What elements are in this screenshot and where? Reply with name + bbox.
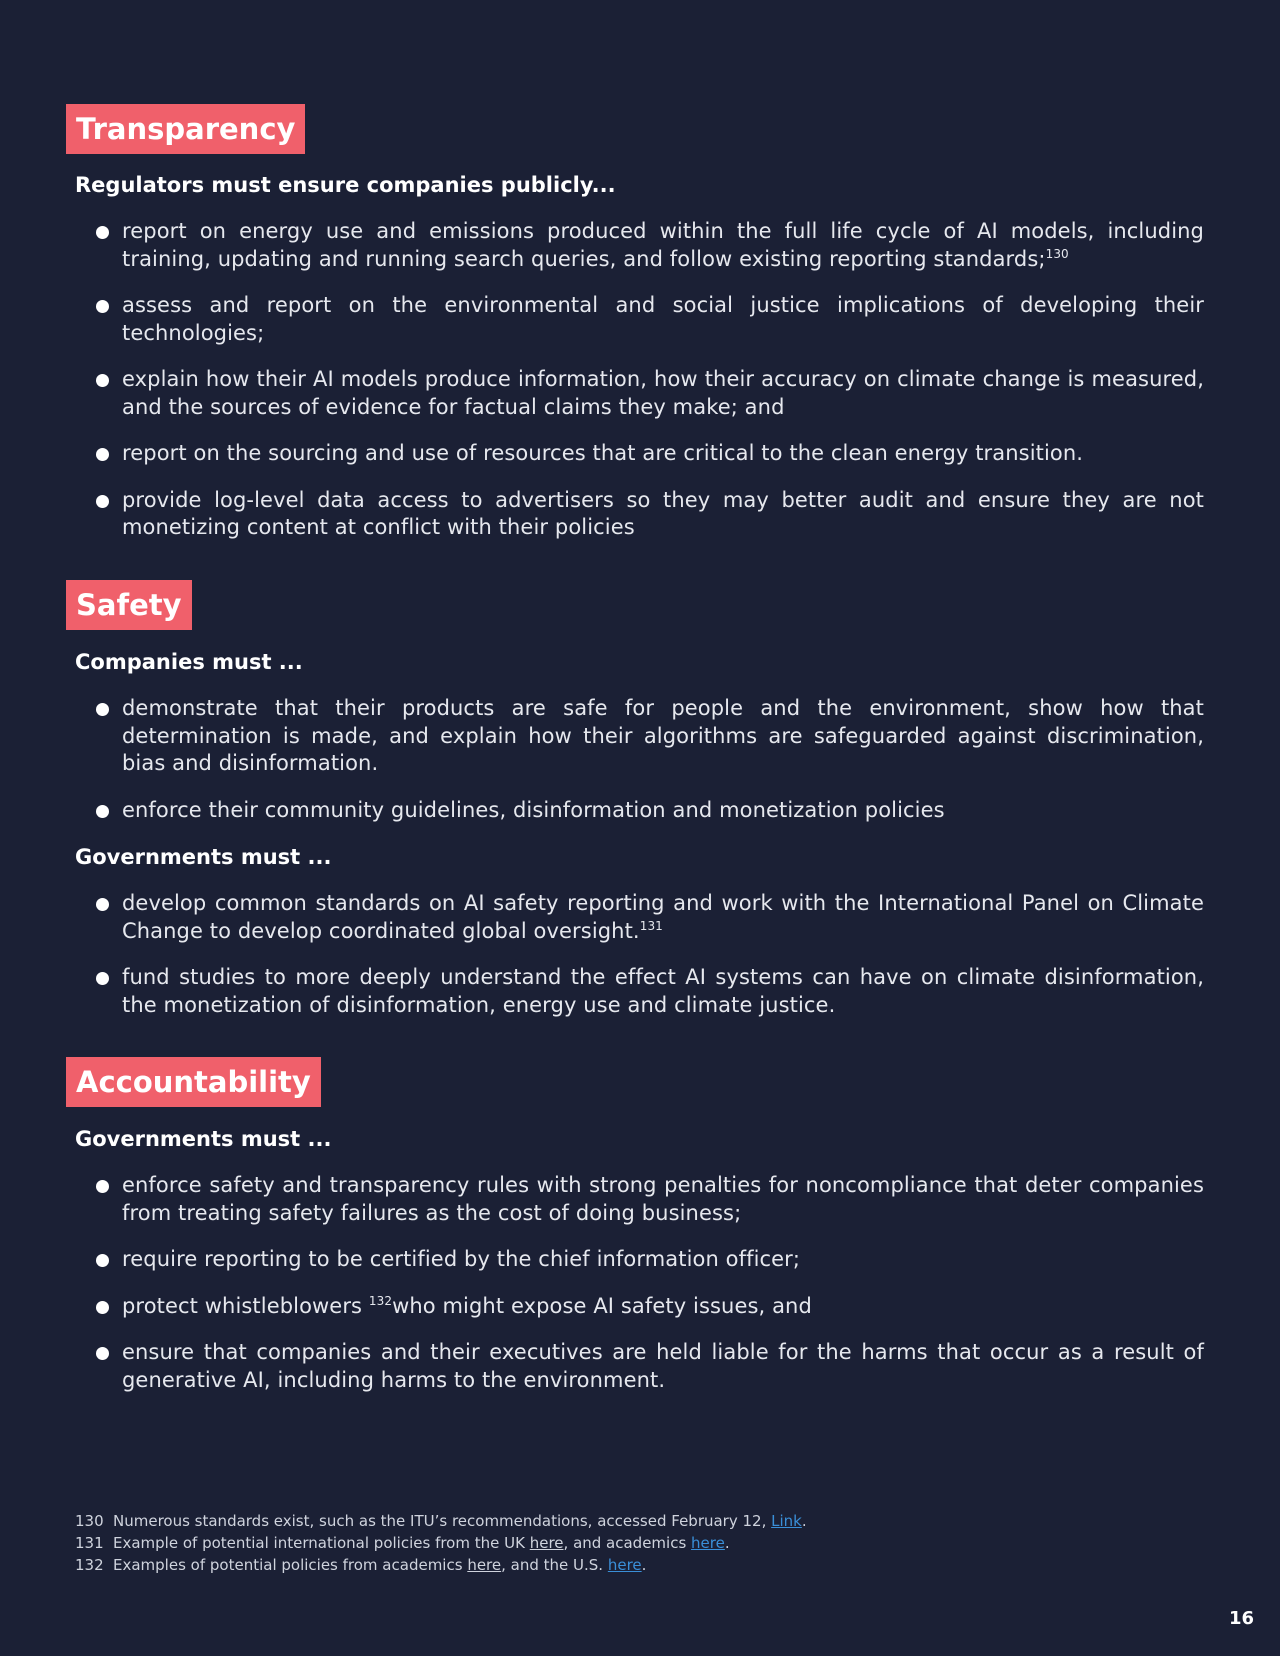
footnote-ref: 131 — [639, 918, 663, 933]
footnote-131-uk-link[interactable]: here — [529, 1534, 564, 1552]
footnotes — [75, 1510, 807, 1576]
bullet-icon — [96, 972, 109, 985]
section-title-transparency: Transparency — [66, 104, 305, 154]
bullet-icon — [96, 1347, 109, 1360]
list-item: demonstrate that their products are safe for people and the environment, show how that determination is made, and explain how their algorithms are safeguarded against discrimination, bias and disinformation. — [0, 695, 1204, 778]
transparency-list — [0, 218, 1280, 561]
bullet-icon — [96, 448, 109, 461]
safety-governments-intro: Governments must ... — [75, 845, 332, 869]
bullet-icon — [96, 1301, 109, 1314]
accountability-list — [0, 1172, 1280, 1413]
list-item: explain how their AI models produce information, how their accuracy on climate change is measured, and the sources of evidence for factual claims they make; and — [0, 366, 1204, 421]
safety-companies-intro: Companies must ... — [75, 650, 303, 674]
page-number: 16 — [1228, 1608, 1254, 1629]
list-item: fund studies to more deeply understand the effect AI systems can have on climate disinformation, the monetization of disinformation, energy use and climate justice. — [0, 964, 1204, 1019]
footnote-132-us-link[interactable]: here — [607, 1556, 642, 1574]
bullet-icon — [96, 226, 109, 239]
bullet-icon — [96, 374, 109, 387]
footnote-130: 130 Numerous standards exist, such as the ITU’s recommendations, accessed February 12, Link. — [75, 1512, 807, 1530]
bullet-icon — [96, 1180, 109, 1193]
list-item: assess and report on the environmental and social justice implications of developing their technologies; — [0, 292, 1204, 347]
bullet-icon — [96, 703, 109, 716]
bullet-icon — [96, 495, 109, 508]
transparency-intro: Regulators must ensure companies publicly... — [75, 173, 616, 197]
footnote-132-academics-link[interactable]: here — [467, 1556, 502, 1574]
list-item: protect whistleblowers $^{132}$who might expose AI safety issues, and — [0, 1293, 1204, 1321]
list-item: enforce safety and transparency rules with strong penalties for noncompliance that deter companies from treating safety failures as the cost of doing business; — [0, 1172, 1204, 1227]
safety-governments-list — [0, 890, 1280, 1038]
footnote-132: 132 Examples of potential policies from academics here, and the U.S. here. — [75, 1556, 647, 1574]
list-item: ensure that companies and their executives are held liable for the harms that occur as a result of generative AI, including harms to the environment. — [0, 1339, 1204, 1394]
list-item: report on energy use and emissions produced within the full life cycle of AI models, including training, updating and running search queries, and follow existing reporting standards;$^{130}$ — [0, 218, 1204, 273]
list-item: require reporting to be certified by the chief information officer; — [0, 1246, 1204, 1274]
bullet-icon — [96, 300, 109, 313]
footnote-130-link[interactable]: Link — [771, 1512, 802, 1530]
section-title-safety: Safety — [66, 580, 192, 630]
bullet-icon — [96, 805, 109, 818]
list-item: provide log-level data access to advertisers so they may better audit and ensure they are not monetizing content at conflict with their policies — [0, 487, 1204, 542]
accountability-intro: Governments must ... — [75, 1127, 332, 1151]
list-item: report on the sourcing and use of resources that are critical to the clean energy transition. — [0, 440, 1204, 468]
footnote-ref: 130 — [1045, 246, 1069, 261]
list-item: develop common standards on AI safety reporting and work with the International Panel on Climate Change to develop coordinated global oversight.$^{131}$ — [0, 890, 1204, 945]
footnote-ref: 132 — [368, 1293, 393, 1308]
bullet-icon — [96, 898, 109, 911]
safety-companies-list — [0, 695, 1280, 843]
list-item: enforce their community guidelines, disinformation and monetization policies — [0, 797, 1204, 825]
section-title-accountability: Accountability — [66, 1057, 321, 1107]
bullet-icon — [96, 1254, 109, 1267]
footnote-131: 131 Example of potential international policies from the UK here, and academics here. — [75, 1534, 730, 1552]
footnote-131-academics-link[interactable]: here — [691, 1534, 725, 1552]
